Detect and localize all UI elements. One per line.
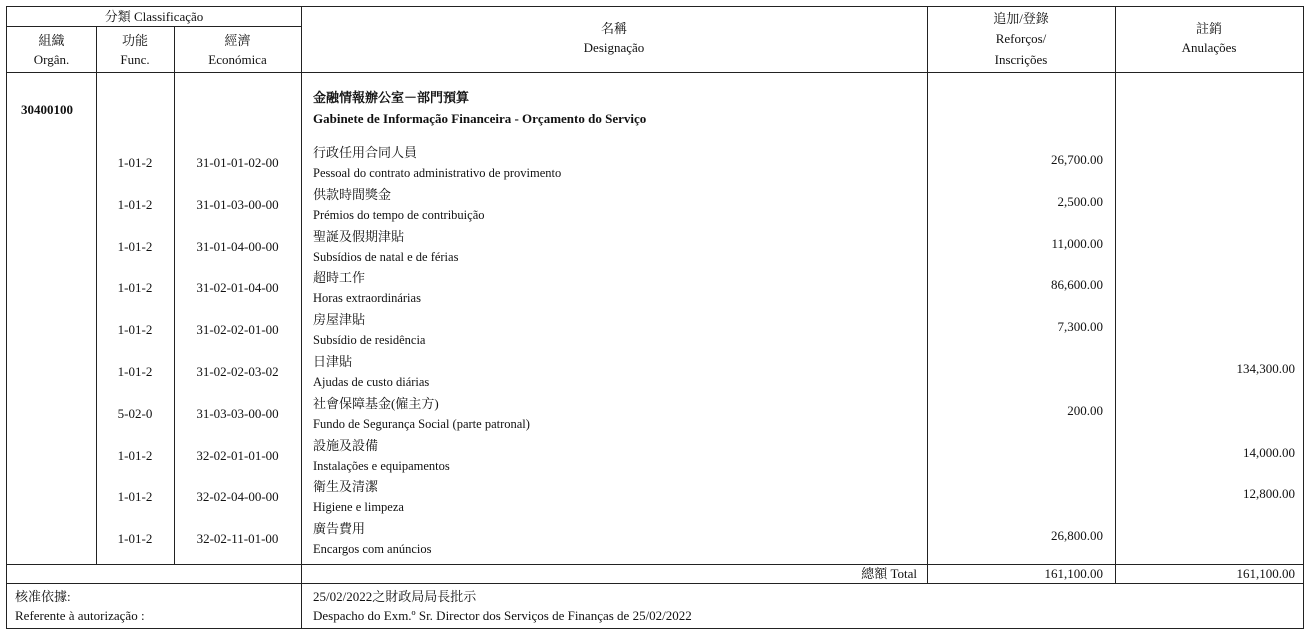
- row-name-pt: Prémios do tempo de contribuição: [313, 207, 485, 222]
- authorization-text-pt: Despacho do Exm.º Sr. Director dos Serviços de Finanças de 25/02/2022: [313, 608, 692, 623]
- row-name-zh: 社會保障基金(僱主方): [313, 395, 439, 411]
- section-title-zh: 金融情報辦公室－部門預算: [313, 90, 470, 105]
- row-name-pt: Instalações e equipamentos: [313, 458, 450, 473]
- reforcos-value: 200.00: [1067, 402, 1103, 418]
- anulacoes-value: 12,800.00: [1243, 486, 1295, 502]
- econ-code: 32-02-01-01-00: [196, 447, 279, 463]
- func-code: 1-01-2: [117, 196, 153, 212]
- total-reforcos: 161,100.00: [1044, 566, 1103, 581]
- row-name-pt: Fundo de Segurança Social (parte patronal): [313, 416, 530, 431]
- econ-code: 31-02-01-04-00: [196, 280, 279, 296]
- econ-code: 32-02-11-01-00: [196, 531, 279, 547]
- grid-line: [927, 7, 928, 583]
- func-code: 1-01-2: [117, 322, 153, 338]
- func-code: 1-01-2: [117, 238, 153, 254]
- designation-header-pt: Designação: [583, 40, 645, 55]
- row-name-pt: Pessoal do contrato administrativo de provimento: [313, 166, 562, 180]
- budget-table: [6, 6, 1304, 629]
- func-code: 1-01-2: [117, 531, 153, 547]
- func-code: 1-01-2: [117, 155, 153, 170]
- reforcos-value: 26,700.00: [1051, 152, 1103, 167]
- organ-header-zh: 組織: [38, 33, 65, 48]
- grid-line: [7, 26, 301, 27]
- reforcos-header-pt1: Reforços/: [995, 31, 1047, 46]
- anulacoes-value: 14,000.00: [1243, 444, 1295, 460]
- grid-line: [7, 583, 1303, 584]
- total-label: 總額 Total: [861, 566, 917, 581]
- row-name-zh: 超時工作: [313, 270, 366, 286]
- econ-code: 31-01-04-00-00: [196, 238, 279, 254]
- row-name-pt: Horas extraordinárias: [313, 291, 421, 306]
- reforcos-value: 26,800.00: [1051, 528, 1103, 544]
- anulacoes-header-zh: 註銷: [1195, 21, 1222, 36]
- anulacoes-header-pt: Anulações: [1181, 40, 1237, 55]
- row-name-pt: Ajudas de custo diárias: [313, 375, 430, 389]
- reforcos-value: 11,000.00: [1051, 235, 1103, 251]
- row-name-pt: Encargos com anúncios: [313, 542, 432, 557]
- authorization-label-pt: Referente à autorização :: [15, 608, 145, 623]
- total-anulacoes: 161,100.00: [1236, 566, 1295, 581]
- row-name-zh: 廣告費用: [313, 521, 366, 537]
- organ-header-pt: Orgân.: [33, 52, 70, 67]
- econ-header-zh: 經濟: [224, 33, 251, 48]
- grid-line: [301, 7, 302, 629]
- anulacoes-value: 134,300.00: [1236, 361, 1295, 376]
- reforcos-value: 86,600.00: [1051, 277, 1103, 293]
- reforcos-header-pt2: Inscrições: [994, 52, 1048, 67]
- econ-code: 31-02-02-01-00: [196, 322, 279, 338]
- func-code: 1-01-2: [117, 447, 153, 463]
- row-name-zh: 行政任用合同人員: [313, 145, 418, 160]
- econ-header-pt: Económica: [208, 52, 267, 67]
- reforcos-header-zh: 追加/登錄: [993, 11, 1049, 26]
- row-name-zh: 聖誕及假期津貼: [313, 228, 405, 244]
- designation-header-zh: 名稱: [600, 21, 627, 36]
- row-name-pt: Higiene e limpeza: [313, 500, 404, 515]
- row-name-pt: Subsídios de natal e de férias: [313, 249, 459, 264]
- classification-header: 分類 Classificação: [104, 9, 204, 24]
- econ-code: 31-01-03-00-00: [196, 196, 279, 212]
- authorization-label-zh: 核准依據:: [15, 589, 71, 604]
- func-code: 1-01-2: [117, 280, 153, 296]
- row-name-zh: 房屋津貼: [313, 312, 366, 328]
- reforcos-value: 2,500.00: [1057, 193, 1103, 209]
- econ-code: 32-02-04-00-00: [196, 489, 279, 505]
- row-name-pt: Subsídio de residência: [313, 333, 426, 348]
- row-name-zh: 衛生及清潔: [313, 479, 379, 495]
- econ-code: 31-02-02-03-02: [196, 364, 279, 379]
- func-header-zh: 功能: [121, 33, 148, 48]
- reforcos-value: 7,300.00: [1057, 319, 1103, 335]
- grid-line: [7, 564, 1303, 565]
- organ-code: 30400100: [21, 102, 73, 117]
- econ-code: 31-03-03-00-00: [196, 405, 279, 421]
- row-name-zh: 設施及設備: [313, 437, 379, 453]
- section-title-pt: Gabinete de Informação Financeira - Orçamento do Serviço: [313, 111, 647, 126]
- func-header-pt: Func.: [120, 52, 150, 67]
- row-name-zh: 日津貼: [313, 354, 353, 369]
- grid-line: [7, 72, 1303, 73]
- func-code: 1-01-2: [117, 364, 153, 379]
- func-code: 5-02-0: [117, 405, 153, 421]
- authorization-text-zh: 25/02/2022之財政局局長批示: [313, 589, 477, 604]
- func-code: 1-01-2: [117, 489, 153, 505]
- row-name-zh: 供款時間獎金: [313, 186, 392, 202]
- econ-code: 31-01-01-02-00: [196, 155, 279, 170]
